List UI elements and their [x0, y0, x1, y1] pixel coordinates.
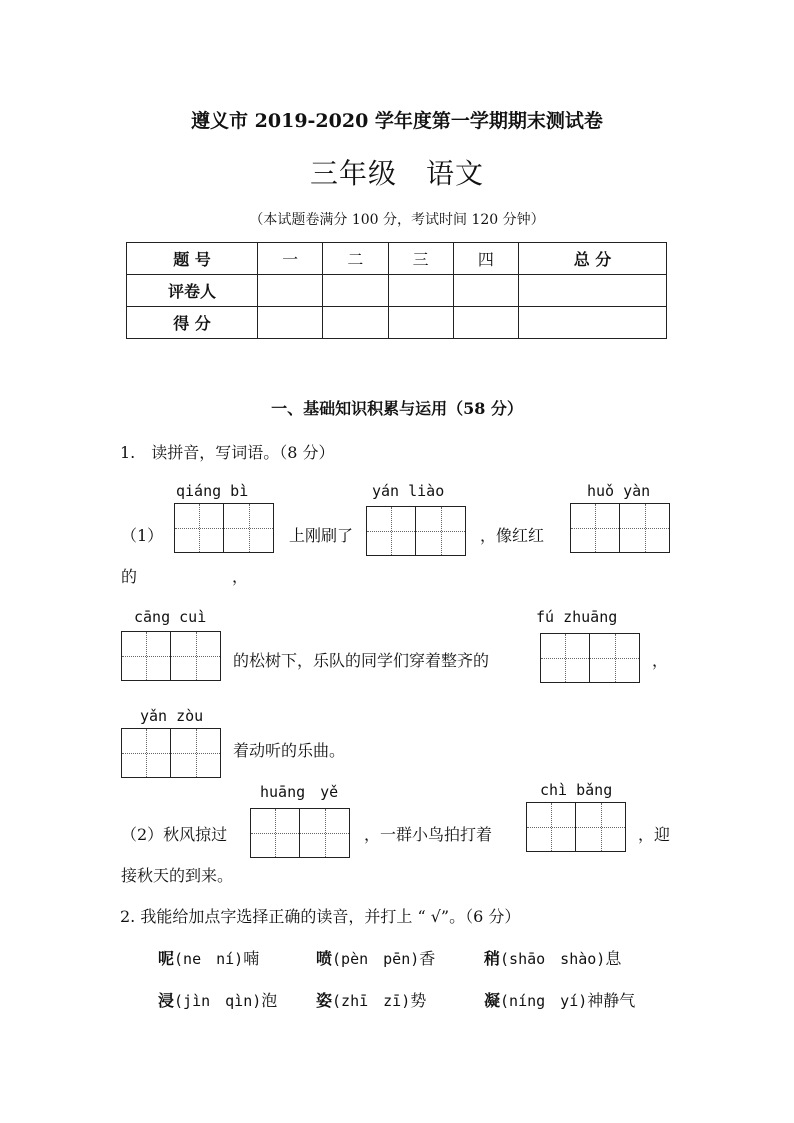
table-header-row [127, 243, 667, 275]
pinyin-label: yán liào [372, 482, 445, 500]
word-rest: 泡 [261, 991, 278, 1010]
sentence-text: 的松树下，乐队的同学们穿着整齐的 [233, 651, 490, 670]
sentence-text: ，像红红 [480, 526, 545, 545]
table-cell[interactable] [453, 307, 518, 339]
writing-box-fuzhuang[interactable] [540, 633, 640, 683]
pinyin-label: huǒ yàn [587, 482, 651, 500]
word-rest: 息 [605, 949, 622, 968]
table-header-cell: 一 [258, 243, 323, 275]
table-header-cell: 题 号 [127, 243, 258, 275]
pinyin-label: huāng yě [260, 783, 339, 801]
row-label-grader: 评卷人 [127, 275, 258, 307]
pronunciation-option[interactable] [158, 988, 277, 1011]
table-header-cell: 总 分 [519, 243, 667, 275]
table-header-cell: 四 [453, 243, 518, 275]
exam-subtitle: 三年级 语文 [309, 157, 484, 190]
pinyin-label: chì bǎng [540, 781, 613, 799]
pinyin-choices: (ne ní) [174, 950, 244, 968]
sentence-text: ， [652, 651, 669, 670]
dotted-char: 喷 [316, 949, 333, 968]
sentence-text: 着动听的乐曲。 [233, 741, 346, 760]
sentence-text: ，迎 [638, 825, 671, 844]
sentence-text: 上刚刷了 [289, 526, 354, 545]
row-label-score: 得 分 [127, 307, 258, 339]
table-header-cell: 三 [388, 243, 453, 275]
exam-title: 遵义市 2019-2020 学年度第一学期期末测试卷 [191, 110, 603, 132]
question-2-stem: 2. 我能给加点字选择正确的读音，并打上 “ √”。（6 分） [120, 907, 521, 926]
dotted-char: 凝 [484, 991, 501, 1010]
score-table [126, 242, 667, 339]
pronunciation-option[interactable] [484, 988, 635, 1011]
table-cell[interactable] [388, 275, 453, 307]
pinyin-choices: (níng yí) [500, 992, 588, 1010]
sentence-text: ， [232, 567, 249, 586]
word-rest: 神静气 [587, 991, 636, 1010]
sentence-text: 的 [121, 567, 138, 586]
table-cell[interactable] [258, 275, 323, 307]
word-rest: 喃 [243, 949, 260, 968]
table-cell[interactable] [258, 307, 323, 339]
sentence-text: 接秋天的到来。 [121, 866, 234, 885]
pinyin-label: yǎn zòu [140, 707, 204, 725]
pronunciation-option[interactable] [316, 946, 435, 969]
writing-box-huoyan[interactable] [570, 503, 670, 553]
part-1-label: （1） [121, 526, 164, 545]
question-1-stem: 1. 读拼音，写词语。（8 分） [120, 443, 335, 462]
writing-box-qiangbi[interactable] [174, 503, 274, 553]
pinyin-label: cāng cuì [134, 608, 207, 626]
dotted-char: 浸 [158, 991, 175, 1010]
table-header-cell: 二 [323, 243, 388, 275]
table-cell[interactable] [323, 307, 388, 339]
pinyin-label: qiáng bì [176, 482, 249, 500]
part-2-label: （2）秋风掠过 [121, 825, 228, 844]
pinyin-choices: (pèn pēn) [332, 950, 420, 968]
pinyin-label: fú zhuāng [536, 608, 618, 626]
dotted-char: 稍 [484, 949, 501, 968]
writing-box-yanzou[interactable] [121, 728, 221, 778]
writing-box-huangye[interactable] [250, 808, 350, 858]
pinyin-choices: (zhī zī) [332, 992, 411, 1010]
table-cell[interactable] [388, 307, 453, 339]
pronunciation-option[interactable] [484, 946, 621, 969]
table-cell[interactable] [519, 307, 667, 339]
pronunciation-option[interactable] [158, 946, 259, 969]
writing-box-chibang[interactable] [526, 802, 626, 852]
dotted-char: 姿 [316, 991, 333, 1010]
sentence-text: ，一群小鸟拍打着 [364, 825, 493, 844]
writing-box-yanliao[interactable] [366, 506, 466, 556]
table-cell[interactable] [453, 275, 518, 307]
word-rest: 势 [410, 991, 427, 1010]
section-title: 一、基础知识积累与运用（58 分） [271, 399, 523, 418]
pinyin-choices: (shāo shào) [500, 950, 606, 968]
dotted-char: 呢 [158, 949, 175, 968]
table-cell[interactable] [323, 275, 388, 307]
exam-note: （本试题卷满分 100 分，考试时间 120 分钟） [249, 212, 545, 228]
writing-box-cangcui[interactable] [121, 631, 221, 681]
table-cell[interactable] [519, 275, 667, 307]
pinyin-choices: (jìn qìn) [174, 992, 262, 1010]
table-row [127, 307, 667, 339]
pronunciation-option[interactable] [316, 988, 426, 1011]
table-row [127, 275, 667, 307]
word-rest: 香 [419, 949, 436, 968]
